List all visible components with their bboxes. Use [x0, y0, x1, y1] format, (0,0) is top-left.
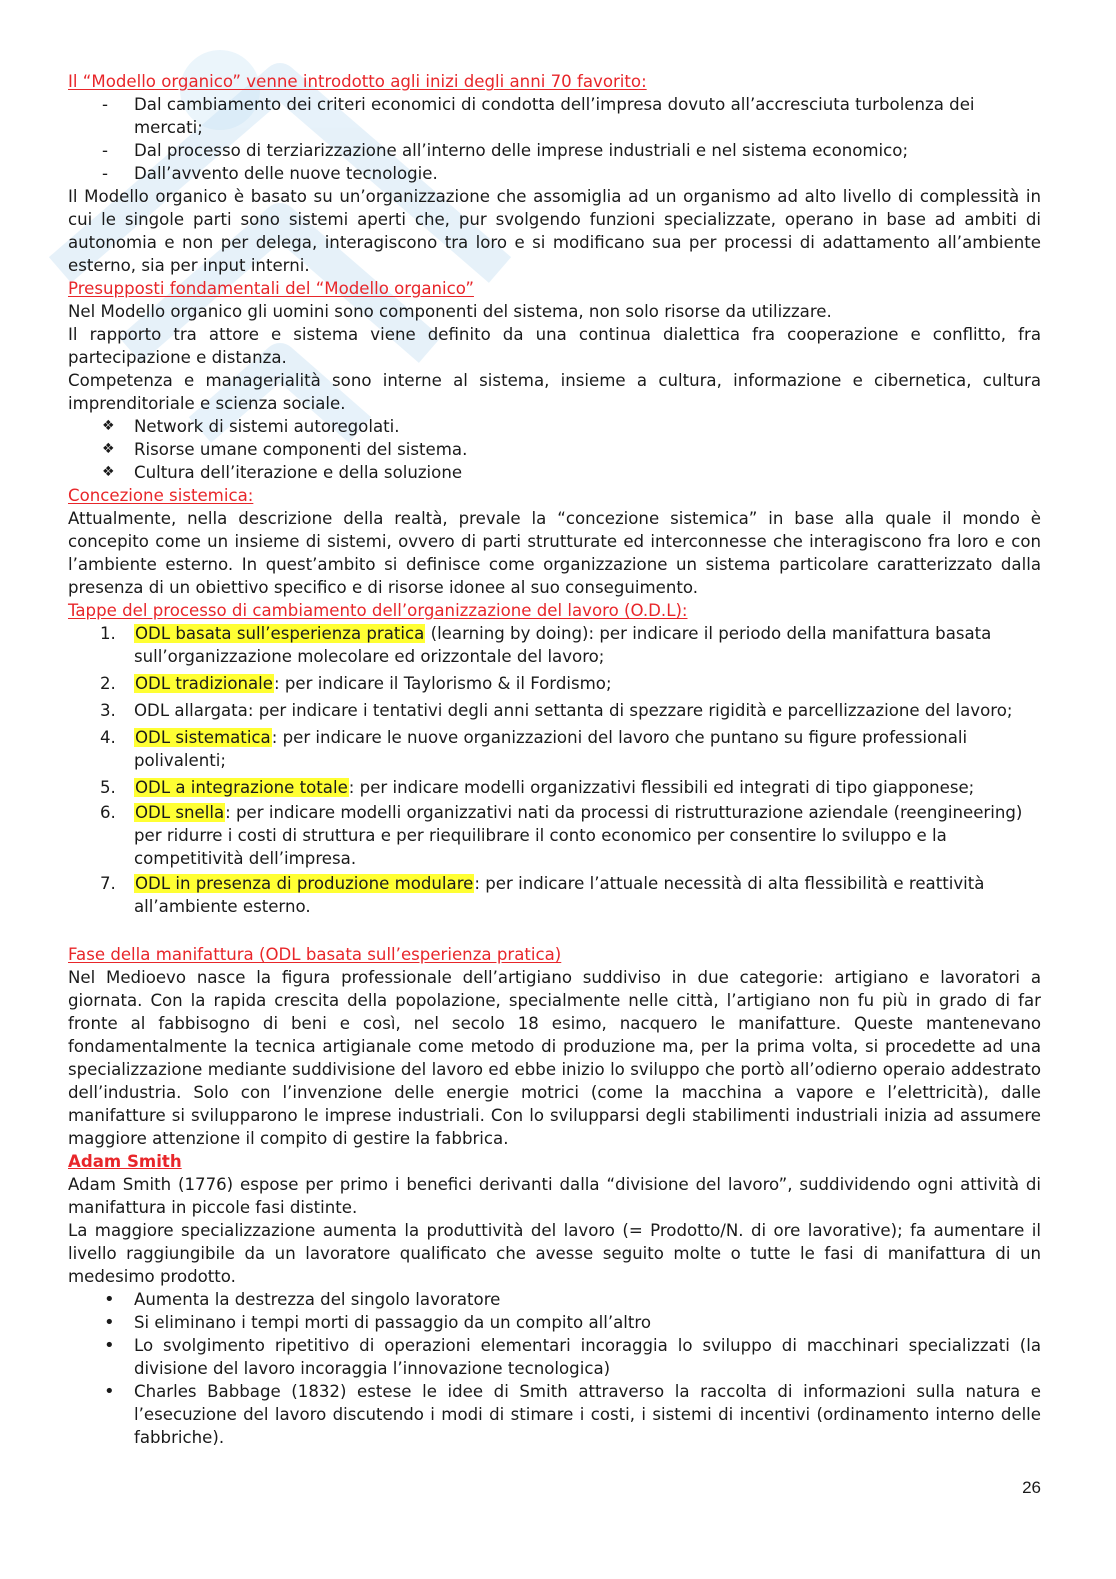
list-item: 2. ODL tradizionale: per indicare il Taylorismo & il Fordismo;: [100, 674, 612, 693]
paragraph: Nel Modello organico gli uomini sono componenti del sistema, non solo risorse da utilizzare.: [68, 302, 832, 321]
page-number: 26: [1022, 1478, 1041, 1497]
highlight: ODL sistematica: [135, 728, 271, 747]
bullet-icon: •: [104, 1312, 115, 1333]
paragraph: Adam Smith (1776) espose per primo i benefici derivanti dalla “divisione del lavoro”, suddividendo ogni attività di manifattura in piccole fasi distinte.: [68, 1175, 1041, 1217]
dash-marker: -: [102, 95, 108, 114]
presupposti-list: [68, 415, 1041, 484]
bullet-icon: •: [104, 1335, 115, 1356]
list-item: 6. ODL snella: per indicare modelli organizzativi nati da processi di ristrutturazione aziendale (reengineering) per ridurre i costi di struttura e per riequilibrare il conto economico per consentire lo sviluppo e la competitività dell’impresa.: [100, 803, 1023, 868]
dash-marker: -: [102, 141, 108, 160]
list-item: 5. ODL a integrazione totale: per indicare modelli organizzativi flessibili ed integrati di tipo giapponese;: [100, 778, 975, 797]
list-item: - Dal processo di terziarizzazione all’interno delle imprese industriali e nel sistema economico;: [102, 141, 909, 160]
highlight: ODL in presenza di produzione modulare: [135, 874, 474, 893]
dash-marker: -: [102, 164, 108, 183]
section-heading-modello-organico: Il “Modello organico” venne introdotto agli inizi degli anni 70 favorito:: [68, 72, 647, 91]
paragraph: Competenza e managerialità sono interne al sistema, insieme a cultura, informazione e cibernetica, cultura imprenditoriale e scienza sociale.: [68, 371, 1041, 413]
section-heading-tappe: Tappe del processo di cambiamento dell’organizzazione del lavoro (O.D.L):: [68, 601, 688, 620]
diamond-bullet-icon: ❖: [102, 418, 115, 434]
list-item: • Si eliminano i tempi morti di passaggio da un compito all’altro: [104, 1312, 652, 1333]
list-item: - Dal cambiamento dei criteri economici di condotta dell’impresa dovuto all’accresciuta turbolenza dei mercati;: [102, 95, 975, 137]
diamond-bullet-icon: ❖: [102, 464, 115, 480]
paragraph: Nel Medioevo nasce la figura professionale dell’artigiano suddiviso in due categorie: artigiano e lavoratori a giornata. Con la rapida crescita della popolazione, specialmente nelle città, l’artigiano non fu più in grado di far fronte al fabbisogno di beni e così, nel secolo 18 esimo, nacquero le manifatture. Queste mantenevano fondamentalmente la tecnica artigianale come metodo di produzione ma, per la prima volta, si procedette ad una specializzazione mediante suddivisione del lavoro ed ebbe inizio lo sviluppo che portò all’odierno operaio addestrato dell’industria. Solo con l’invenzione delle energie motrici (come la macchina a vapore e l’elettricità), dalle manifatture si svilupparono le imprese industriali. Con lo svilupparsi degli stabilimenti industriali inizia ad assumere maggiore attenzione il compito di gestire la fabbrica.: [68, 968, 1041, 1148]
bullet-icon: •: [104, 1289, 115, 1310]
section-heading-presupposti: Presupposti fondamentali del “Modello organico”: [68, 279, 474, 298]
list-item: • Charles Babbage (1832) estese le idee di Smith attraverso la raccolta di informazioni sulla natura e l’esecuzione del lavoro discutendo i modi di stimare i costi, i sistemi di incentivi (ordinamento interno delle fabbriche).: [104, 1381, 1041, 1447]
document-page: [68, 70, 1041, 1449]
list-item: 1. ODL basata sull’esperienza pratica (learning by doing): per indicare il periodo della manifattura basata sull’organizzazione molecolare ed orizzontale del lavoro;: [100, 624, 992, 666]
diamond-bullet-icon: ❖: [102, 441, 115, 457]
list-item: 4. ODL sistematica: per indicare le nuove organizzazioni del lavoro che puntano su figure professionali polivalenti;: [100, 728, 968, 770]
paragraph: La maggiore specializzazione aumenta la produttività del lavoro (= Prodotto/N. di ore lavorative); fa aumentare il livello raggiungibile da un lavoratore qualificato che avesse seguito molte o tutte le fasi di manifattura di un medesimo prodotto.: [68, 1221, 1041, 1286]
highlight: ODL tradizionale: [135, 674, 273, 693]
paragraph: Il Modello organico è basato su un’organizzazione che assomiglia ad un organismo ad alto livello di complessità in cui le singole parti sono sistemi aperti che, pur svolgendo funzioni specializzate, operano in base ad ambiti di autonomia e non per delega, interagiscono tra loro e si modificano sua per processi di adattamento all’ambiente esterno, sia per input interni.: [68, 187, 1041, 275]
list-item: • Lo svolgimento ripetitivo di operazioni elementari incoraggia lo sviluppo di macchinari specializzati (la divisione del lavoro incoraggia l’innovazione tecnologica): [104, 1335, 1041, 1378]
section-heading-adam-smith: Adam Smith: [68, 1152, 182, 1171]
list-item: ❖ Network di sistemi autoregolati.: [102, 417, 400, 436]
list-item: - Dall’avvento delle nuove tecnologie.: [102, 164, 438, 183]
paragraph: Il rapporto tra attore e sistema viene definito da una continua dialettica fra cooperazione e conflitto, fra partecipazione e distanza.: [68, 325, 1041, 367]
paragraph: Attualmente, nella descrizione della realtà, prevale la “concezione sistemica” in base alla quale il mondo è concepito come un insieme di sistemi, ovvero di parti strutturate ed interconnesse che interagiscono fra loro e con l’ambiente esterno. In quest’ambito si definisce come organizzazione un sistema particolare caratterizzato dalla presenza di un obiettivo specifico e di risorse idonee al suo conseguimento.: [68, 509, 1041, 597]
tappe-list: [68, 622, 1041, 918]
list-item: ❖ Risorse umane componenti del sistema.: [102, 440, 468, 459]
highlight: ODL basata sull’esperienza pratica: [135, 624, 425, 643]
list-item: ❖ Cultura dell’iterazione e della soluzione: [102, 463, 463, 482]
list-item: • Aumenta la destrezza del singolo lavoratore: [104, 1289, 501, 1310]
bullet-icon: •: [104, 1381, 115, 1402]
intro-list: [68, 93, 1041, 185]
section-heading-concezione: Concezione sistemica:: [68, 486, 254, 505]
list-item: 3. ODL allargata: per indicare i tentativi degli anni settanta di spezzare rigidità e parcellizzazione del lavoro;: [100, 701, 1013, 720]
section-heading-fase-manifattura: Fase della manifattura (ODL basata sull’esperienza pratica): [68, 945, 562, 964]
smith-list: [68, 1288, 1041, 1449]
highlight: ODL a integrazione totale: [135, 778, 348, 797]
list-item: 7. ODL in presenza di produzione modulare: per indicare l’attuale necessità di alta flessibilità e reattività all’ambiente esterno.: [100, 874, 985, 916]
highlight: ODL snella: [135, 803, 225, 822]
